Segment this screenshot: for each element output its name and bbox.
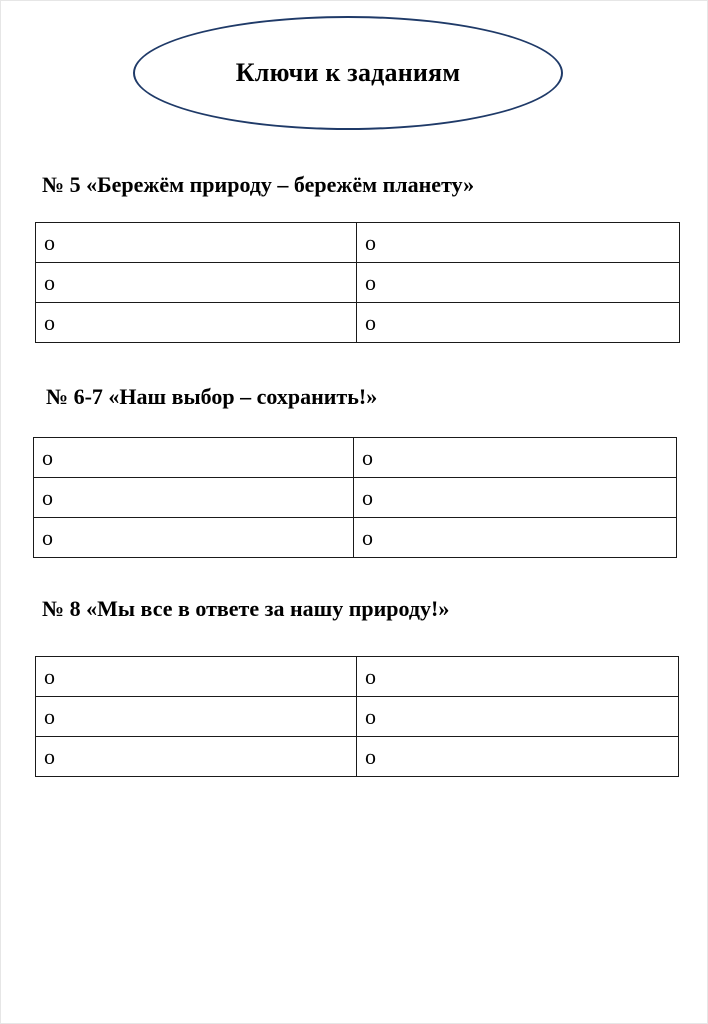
answer-cell: о xyxy=(357,697,679,737)
section-heading-5: № 5 «Бережём природу – бережём планету» xyxy=(42,172,475,197)
table-row xyxy=(36,657,679,697)
answer-cell: о xyxy=(36,263,357,303)
table-row xyxy=(34,438,677,478)
answer-table-5 xyxy=(35,222,680,343)
table-row xyxy=(34,518,677,558)
answer-cell: о xyxy=(354,518,677,558)
table-row xyxy=(36,737,679,777)
title-oval xyxy=(133,16,563,130)
answer-cell: о xyxy=(36,657,357,697)
answer-table-6-7 xyxy=(33,437,677,558)
answer-cell: о xyxy=(354,478,677,518)
section-heading-8: № 8 «Мы все в ответе за нашу природу!» xyxy=(42,596,450,621)
table-row xyxy=(34,478,677,518)
answer-cell: о xyxy=(36,303,357,343)
answer-table-8 xyxy=(35,656,679,777)
answer-cell: о xyxy=(34,518,354,558)
page-title: Ключи к заданиям xyxy=(235,58,461,87)
answer-cell: о xyxy=(357,737,679,777)
section-heading-6-7: № 6-7 «Наш выбор – сохранить!» xyxy=(46,384,378,409)
table-row xyxy=(36,223,680,263)
answer-cell: о xyxy=(34,478,354,518)
answer-cell: о xyxy=(36,737,357,777)
answer-cell: о xyxy=(357,657,679,697)
table-row xyxy=(36,303,680,343)
table-row xyxy=(36,697,679,737)
answer-cell: о xyxy=(357,223,680,263)
answer-cell: о xyxy=(357,263,680,303)
answer-cell: о xyxy=(36,223,357,263)
answer-cell: о xyxy=(357,303,680,343)
answer-cell: о xyxy=(354,438,677,478)
answer-cell: о xyxy=(34,438,354,478)
table-row xyxy=(36,263,680,303)
answer-cell: о xyxy=(36,697,357,737)
